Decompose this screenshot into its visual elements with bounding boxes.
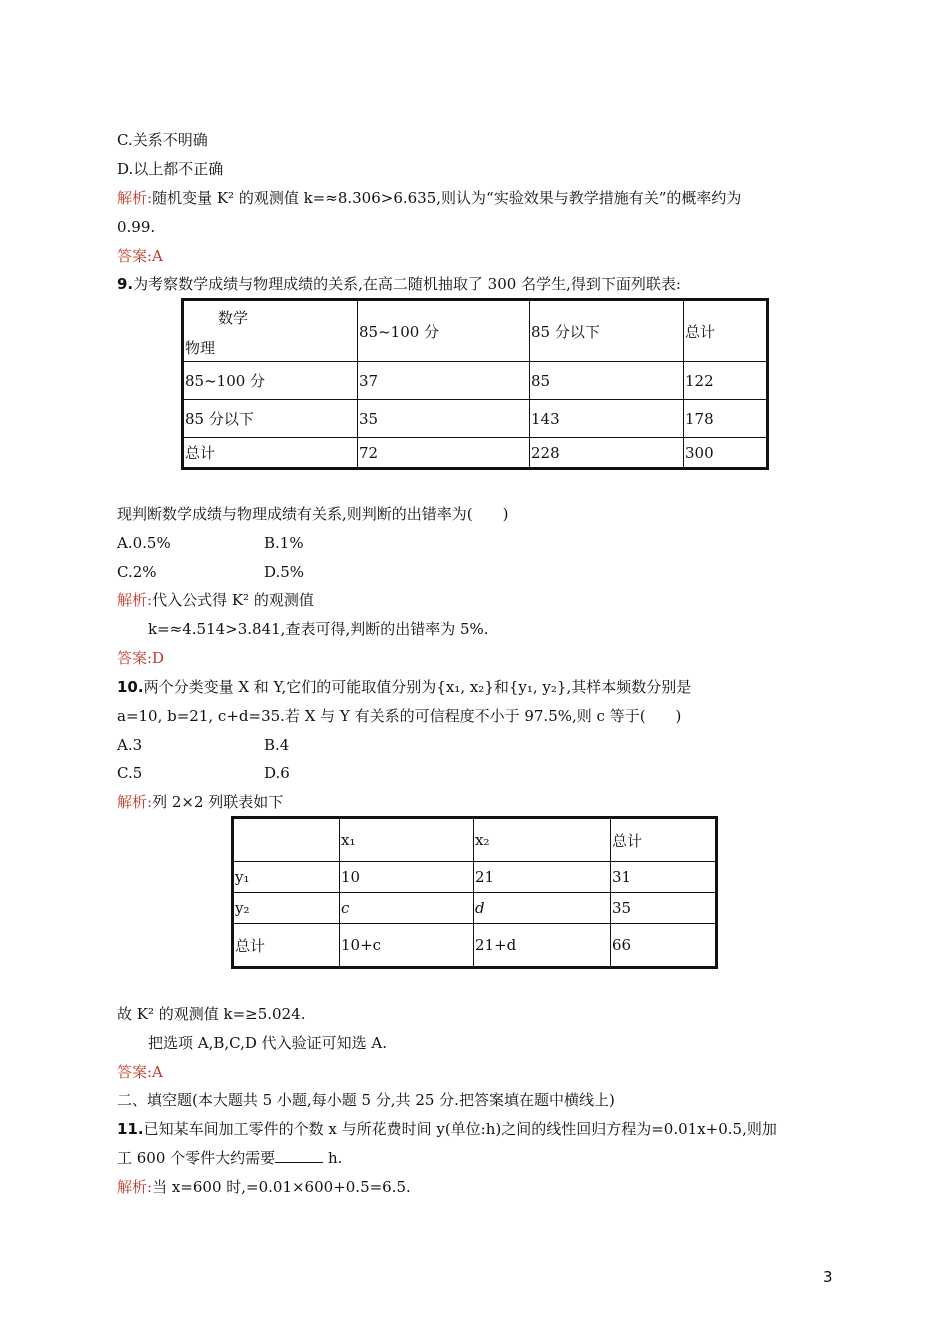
column-header: 85~100 分	[358, 300, 530, 362]
question-number: 10.	[117, 678, 144, 696]
q11-stem-line2	[117, 1148, 342, 1168]
analysis-text: 随机变量 K² 的观测值 k=≈8.306>6.635,则认为“实验效果与教学措施有关”的概率约为	[152, 189, 742, 207]
question-text: 为考察数学成绩与物理成绩的关系,在高二随机抽取了 300 名学生,得到下面列联表:	[133, 275, 681, 293]
table-cell: 85	[530, 362, 684, 400]
table-cell: 228	[530, 438, 684, 469]
analysis-label: 解析:	[117, 793, 153, 811]
analysis-text: 代入公式得 K² 的观测值	[152, 591, 314, 609]
stem-text: 工 600 个零件大约需要	[117, 1149, 276, 1167]
analysis-label: 解析:	[117, 189, 153, 207]
q10-stem-line1	[117, 677, 691, 697]
row-label: y₂	[233, 893, 340, 924]
q11-stem-line1	[117, 1119, 777, 1139]
question-text: 两个分类变量 X 和 Y,它们的可能取值分别为{x₁, x₂}和{y₁, y₂},其样本频数分别是	[143, 678, 692, 696]
table-cell: 35	[611, 893, 717, 924]
section-title: 二、填空题(本大题共 5 小题,每小题 5 分,共 25 分.把答案填在题中横线上)	[117, 1091, 615, 1109]
table-cell: 10	[340, 862, 474, 893]
q10-option-a: A.3	[117, 736, 143, 754]
q10-contingency-table	[231, 816, 718, 969]
q10-option-b: B.4	[264, 736, 290, 754]
q10-verify: 把选项 A,B,C,D 代入验证可知选 A.	[148, 1034, 388, 1052]
question-number: 11.	[117, 1120, 144, 1138]
table-row	[233, 893, 717, 924]
q9-answer: 答案:D	[117, 649, 165, 667]
row-label: 85 分以下	[183, 400, 358, 438]
row-label: y₁	[233, 862, 340, 893]
table-cell: d	[474, 893, 611, 924]
q10-option-d: D.6	[264, 764, 290, 782]
analysis-text: 列 2×2 列联表如下	[152, 793, 284, 811]
header-top: 数学	[218, 309, 249, 327]
q9-contingency-table	[181, 298, 769, 470]
table-cell: 122	[684, 362, 768, 400]
q9-question: 现判断数学成绩与物理成绩有关系,则判断的出错率为( )	[117, 505, 509, 523]
table-cell: 35	[358, 400, 530, 438]
stem-text: h.	[323, 1149, 343, 1167]
question-text: 已知某车间加工零件的个数 x 与所花费时间 y(单位:h)之间的线性回归方程为=0.01x+0.5,则加	[143, 1120, 777, 1138]
q9-analysis	[117, 590, 314, 610]
row-label: 总计	[233, 924, 340, 968]
header-bottom: 物理	[185, 339, 216, 357]
answer-blank[interactable]	[275, 1148, 323, 1163]
column-header: 总计	[611, 818, 717, 862]
q8-answer: 答案:A	[117, 247, 163, 265]
q8-option-c: C.关系不明确	[117, 131, 208, 149]
q9-stem	[117, 274, 681, 294]
q11-analysis	[117, 1177, 411, 1197]
table-row	[233, 924, 717, 968]
table-cell: 300	[684, 438, 768, 469]
analysis-label: 解析:	[117, 1178, 153, 1196]
column-header: 总计	[684, 300, 768, 362]
table-row	[233, 862, 717, 893]
q9-option-b: B.1%	[264, 534, 304, 552]
q8-analysis-cont: 0.99.	[117, 218, 156, 236]
q9-option-a: A.0.5%	[117, 534, 171, 552]
q9-option-c: C.2%	[117, 563, 157, 581]
q9-analysis-cont: k=≈4.514>3.841,查表可得,判断的出错率为 5%.	[148, 620, 489, 638]
q10-conclusion: 故 K² 的观测值 k=≥5.024.	[117, 1005, 306, 1023]
column-header: x₂	[474, 818, 611, 862]
q10-option-c: C.5	[117, 764, 143, 782]
table-cell: 178	[684, 400, 768, 438]
table-row	[183, 438, 768, 469]
row-label: 85~100 分	[183, 362, 358, 400]
table-row	[183, 362, 768, 400]
question-number: 9.	[117, 275, 134, 293]
table-corner-cell	[233, 818, 340, 862]
table-cell: c	[340, 893, 474, 924]
q8-option-d: D.以上都不正确	[117, 160, 224, 178]
analysis-text: 当 x=600 时,=0.01×600+0.5=6.5.	[152, 1178, 411, 1196]
table-cell: 66	[611, 924, 717, 968]
table-cell: 21	[474, 862, 611, 893]
table-cell: 72	[358, 438, 530, 469]
table-cell: 31	[611, 862, 717, 893]
q10-stem-line2: a=10, b=21, c+d=35.若 X 与 Y 有关系的可信程度不小于 97.5%,则 c 等于( )	[117, 707, 682, 725]
column-header: 85 分以下	[530, 300, 684, 362]
q10-analysis	[117, 792, 283, 812]
row-label: 总计	[183, 438, 358, 469]
table-corner-cell	[183, 300, 358, 362]
table-cell: 21+d	[474, 924, 611, 968]
table-cell: 37	[358, 362, 530, 400]
table-cell: 143	[530, 400, 684, 438]
analysis-label: 解析:	[117, 591, 153, 609]
column-header: x₁	[340, 818, 474, 862]
q9-option-d: D.5%	[264, 563, 305, 581]
table-row	[183, 400, 768, 438]
q8-analysis	[117, 188, 741, 208]
table-cell: 10+c	[340, 924, 474, 968]
page-number: 3	[823, 1268, 833, 1286]
q10-answer: 答案:A	[117, 1063, 163, 1081]
